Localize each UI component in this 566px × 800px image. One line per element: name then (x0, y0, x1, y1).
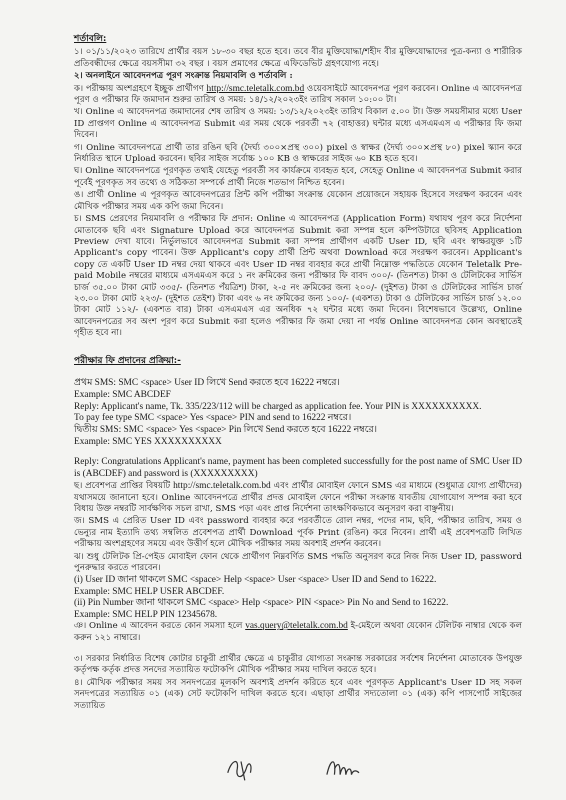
support-email-link[interactable]: vas.query@teletalk.com.bd (245, 621, 348, 632)
condition-kha: খ। Online এ আবেদনপত্র জমাদানের শেষ তারিখ ও সময়: ১৩/১২/২০২৩ইং তারিখ বিকাল ৫.০০ টা। উক্ত সময়সীমার মধ্যে User ID প্রাপ্তগণ Online এ আবেদনপত্র Submit এর সময় থেকে পরবর্তী ৭২ (বাহাত্তর) ঘন্টার মধ্যে এসএমএস এ পরীক্ষার ফি জমা দিবেন। (74, 107, 522, 141)
spacer (74, 645, 522, 654)
sms-step-1: প্রথম SMS: SMC <space> User ID লিখে Send করতে হবে 16222 নম্বরে। (74, 377, 340, 388)
website-link[interactable]: http://smc.teletalk.com.bd (206, 83, 305, 94)
signature-2-icon (322, 752, 362, 786)
condition-ja: জ। SMS এ প্রেরিত User ID এবং password ব্যবহার করে পরবর্তীতে রোল নম্বর, পদের নাম, ছবি, পরীক্ষার তারিখ, সময় ও ভেন্যুর নাম ইত্যাদি তথ্য সম্বলিত প্রবেশপত্র প্রার্থী Download পূর্বক Print (রঙিন) করে নিবেন। প্রার্থী এই প্রবেশপত্রটি লিখিত পরীক্ষায় অংশগ্রহণের সময়ে এবং উত্তীর্ণ হলে মৌখিক পরীক্ষার সময় অবশ্যই প্রদর্শন করবেন। (74, 516, 522, 550)
sms-reply-1-instruction: To pay fee type SMC <space> Yes <space> PIN and send to 16222 নম্বরে। (74, 413, 352, 424)
condition-cha: চ। SMS প্রেরণের নিয়মাবলি ও পরীক্ষার ফি প্রদান: Online এ আবেদনপত্র (Application Form) যথাযথ পূরণ করে নির্দেশনা মোতাবেক ছবি এবং Signature Upload করে আবেদনপত্র Submit করা সম্পন্ন হলে কম্পিউটারে ছবিসহ Application Preview দেখা যাবে। নির্ভুলভাবে আবেদনপত্র Submit করা সম্পন্ন প্রার্থীগণ একটি User ID, ছবি এবং স্বাক্ষরযুক্ত ১টি Applicant's copy পাবেন। উক্ত Applicant's copy প্রার্থী প্রিন্ট অথবা Download করে সংরক্ষণ করবেন। Applicant's copy তে একটি User ID নম্বর দেয়া থাকবে এবং User ID নম্বর ব্যবহার করে প্রার্থী নিম্নোক্ত পদ্ধতিতে যেকোন Teletalk Pre-paid Mobile নম্বরের মাধ্যমে এসএমএস করে ১ নং ক্রমিকের জন্য পরীক্ষার ফি বাবদ ৩০০/- (তিনশত) টাকা ও টেলিটকের সার্ভিস চার্জ ৩৫.০০ টাকা মোট ৩৩৫/- (তিনশত পঁয়ত্রিশ) টাকা, ২-৫ নং ক্রমিকের জন্য ২০০/- (দুইশত) টাকা ও টেলিটকের সার্ভিস চার্জ ২৩.০০ টাকা মোট ২২৩/- (দুইশত তেইশ) টাকা এবং ৬ নং ক্রমিকের জন্য ১০০/- (একশত) টাকা ও টেলিটকের সার্ভিস চার্জ ১২.০০ টাকা মোট ১১২/- (একশত বার) টাকা এসএমএস এর অনধিক ৭২ ঘন্টার মধ্যে জমা দিবেন। বিশেষভাবে উল্লেখ্য, Online আবেদনপত্রের সব অংশ পূরণ করে Submit করা হলেও পরীক্ষার ফি জমা দেয়া না পর্যন্ত Online আবেদনপত্র কোন অবস্থাতেই গৃহীত হবে না। (74, 214, 522, 339)
sms-example-2: Example: SMC YES XXXXXXXXXX (74, 437, 222, 447)
condition-2-heading: ২। অনলাইনে আবেদনপত্র পূরণ সংক্রান্ত নিয়মাবলি ও শর্তাবলি : (74, 71, 293, 82)
condition-gha: ঘ। Online আবেদনপত্রে পূরণকৃত তথ্যই যেহেতু পরবর্তী সব কার্যক্রমে ব্যবহৃত হবে, সেহেতু Online এ আবেদনপত্র Submit করার পূর্বেই পূরণকৃত সব তথ্যে ও সঠিকতা সম্পর্কে প্রার্থী নিজে শতভাগ নিশ্চিত হবেন। (74, 166, 522, 188)
spacer (74, 341, 522, 350)
condition-chha: ছ। প্রবেশপত্র প্রাপ্তির বিষয়টি http://smc.teletalk.com.bd এবং প্রার্থীর মোবাইল ফোনে SMS এর মাধ্যমে (শুধুমাত্র যোগ্য প্রার্থীদের) যথাসময়ে জানানো হবে। Online আবেদনপত্রে প্রার্থীর প্রদত্ত মোবাইল ফোনে পরীক্ষা সংক্রান্ত যাবতীয় যোগাযোগ সম্পন্ন করা হবে বিধায় উক্ত নম্বরটি সার্বক্ষণিক সচল রাখা, SMS পড়া এবং প্রাপ্ত নির্দেশনা তাৎক্ষণিকভাবে অনুসরণ করা বাঞ্ছনীয়। (74, 481, 522, 515)
signature-1-icon (222, 752, 260, 786)
website-link-2[interactable]: http://smc.teletalk.com.bd (173, 481, 271, 492)
conditions-heading: শর্তাবলি: (74, 34, 107, 44)
condition-ga: গ। Online আবেদনপত্রে প্রার্থী তার রঙিন ছবি (দৈর্ঘ্য ৩০০×প্রস্থ ৩০০) pixel ও স্বাক্ষর (দৈর্ঘ্য ৩০০×প্রস্থ ৮০) pixel স্ক্যান করে নির্ধারিত স্থানে Upload করবেন। ছবির সাইজ সর্বোচ্চ ১০০ KB ও স্বাক্ষরের সাইজ ৬০ KB হতে হবে। (74, 142, 522, 165)
condition-ka: ক। পরীক্ষায় অংশগ্রহণে ইচ্ছুক প্রার্থীগণ http://smc.teletalk.com.bd ওয়েবসাইটে আবেদনপত্র পূরণ করবেন। Online এ আবেদনপত্র পূরণ ও পরীক্ষার ফি জমাদান শুরুর তারিখ ও সময়: ১৪/১২/২০২৩ইং তারিখ সকাল ১০:০০ টা। (74, 83, 523, 106)
condition-3: ৩। সরকার নির্ধারিত বিশেষ কোটার চাকুরী প্রার্থীর ক্ষেত্রে এ চাকুরীর যোগ্যতা সংক্রান্ত সরকারের সর্বশেষ নির্দেশনা মোতাবেক উপযুক্ত কর্তৃপক্ষ কর্তৃক প্রদত্ত সনদের সত্যায়িত ফটোকপি মৌখিক পরীক্ষার সময় দাখিল করতে হবে। (74, 653, 522, 676)
condition-nya: ঞ। Online এ আবেদন করতে কোন সমস্যা হলে vas.query@teletalk.com.bd ই-মেইলে অথবা যেকোন টেলিটক নাম্বার থেকে কল করুন ১২১ নাম্বারে। (74, 621, 522, 643)
recover-pin: (ii) Pin Number জানা থাকলে SMC <space> Help <space> PIN <space> Pin No and Send to 16222. (74, 598, 449, 609)
sms-reply-1: Reply: Applicant's name, Tk. 335/223/112 will be charged as application fee. Your PIN is XXXXXXXXXX. (74, 401, 482, 412)
condition-4: ৪। মৌখিক পরীক্ষার সময় সব সনদপত্রের মূলকপি অবশ্যই প্রদর্শন করিতে হবে এবং পূরণকৃত Applicant's User ID সহ সকল সনদপত্রের সত্যায়িত ০১ (এক) সেট ফটোকপি দাখিল করতে হবে। এছাড়া প্রার্থীর সদ্যতোলা ০১ (এক) কপি পাসপোর্ট সাইজের সত্যায়িত (74, 677, 522, 711)
recover-user-id-example: Example: SMC HELP USER ABCDEF. (74, 586, 225, 597)
recover-pin-example: Example: SMC HELP PIN 12345678. (74, 609, 218, 620)
sms-example-1: Example: SMC ABCDEF (74, 390, 171, 401)
fee-process-heading: পরীক্ষার ফি প্রদানের প্রক্রিয়া:- (74, 355, 181, 366)
condition-1: ১। ০১/১১/২০২৩ তারিখে প্রার্থীর বয়স ১৮-৩০ বছর হতে হবে। তবে বীর মুক্তিযোদ্ধা/শহীদ বীর মুক্তিযোদ্ধাদের পুত্র-কন্যা ও শারীরিক প্রতিবন্ধীদের ক্ষেত্রে বয়সসীমা ৩২ বছর । বয়স প্রমাণের ক্ষেত্রে এফিডেভিট গ্রহণযোগ্য নহে। (74, 47, 522, 69)
sms-step-2: দ্বিতীয় SMS: SMC <space> Yes <space> Pin লিখে Send করতে হবে 16222 নম্বরে। (74, 424, 377, 435)
condition-jha: ঝ। শুধু টেলিটক প্রি-পেইড মোবাইল ফোন থেকে প্রার্থীগণ নিম্নবর্ণিত SMS পদ্ধতি অনুসরণ করে নিজ নিজ User ID, password পুনরুদ্ধার করতে পারবেন। (74, 551, 522, 574)
recover-user-id: (i) User ID জানা থাকলে SMC <space> Help <space> User <space> User ID and Send to 16222. (74, 575, 437, 586)
sms-reply-2: Reply: Congratulations Applicant's name, payment has been completed successfully for the post name of SMC User ID is (ABCDEF) and password is (XXXXXXXXX) (74, 457, 522, 479)
spacer (74, 369, 522, 378)
condition-umo: ঙ। প্রার্থী Online এ পূরণকৃত আবেদনপত্রের প্রিন্ট কপি পরীক্ষা সংক্রান্ত যেকোন প্রয়োজনে সহায়ক হিসেবে সংরক্ষণ করবেন এবং মৌখিক পরীক্ষার সময় এক কপি জমা দিবেন। (74, 190, 522, 212)
